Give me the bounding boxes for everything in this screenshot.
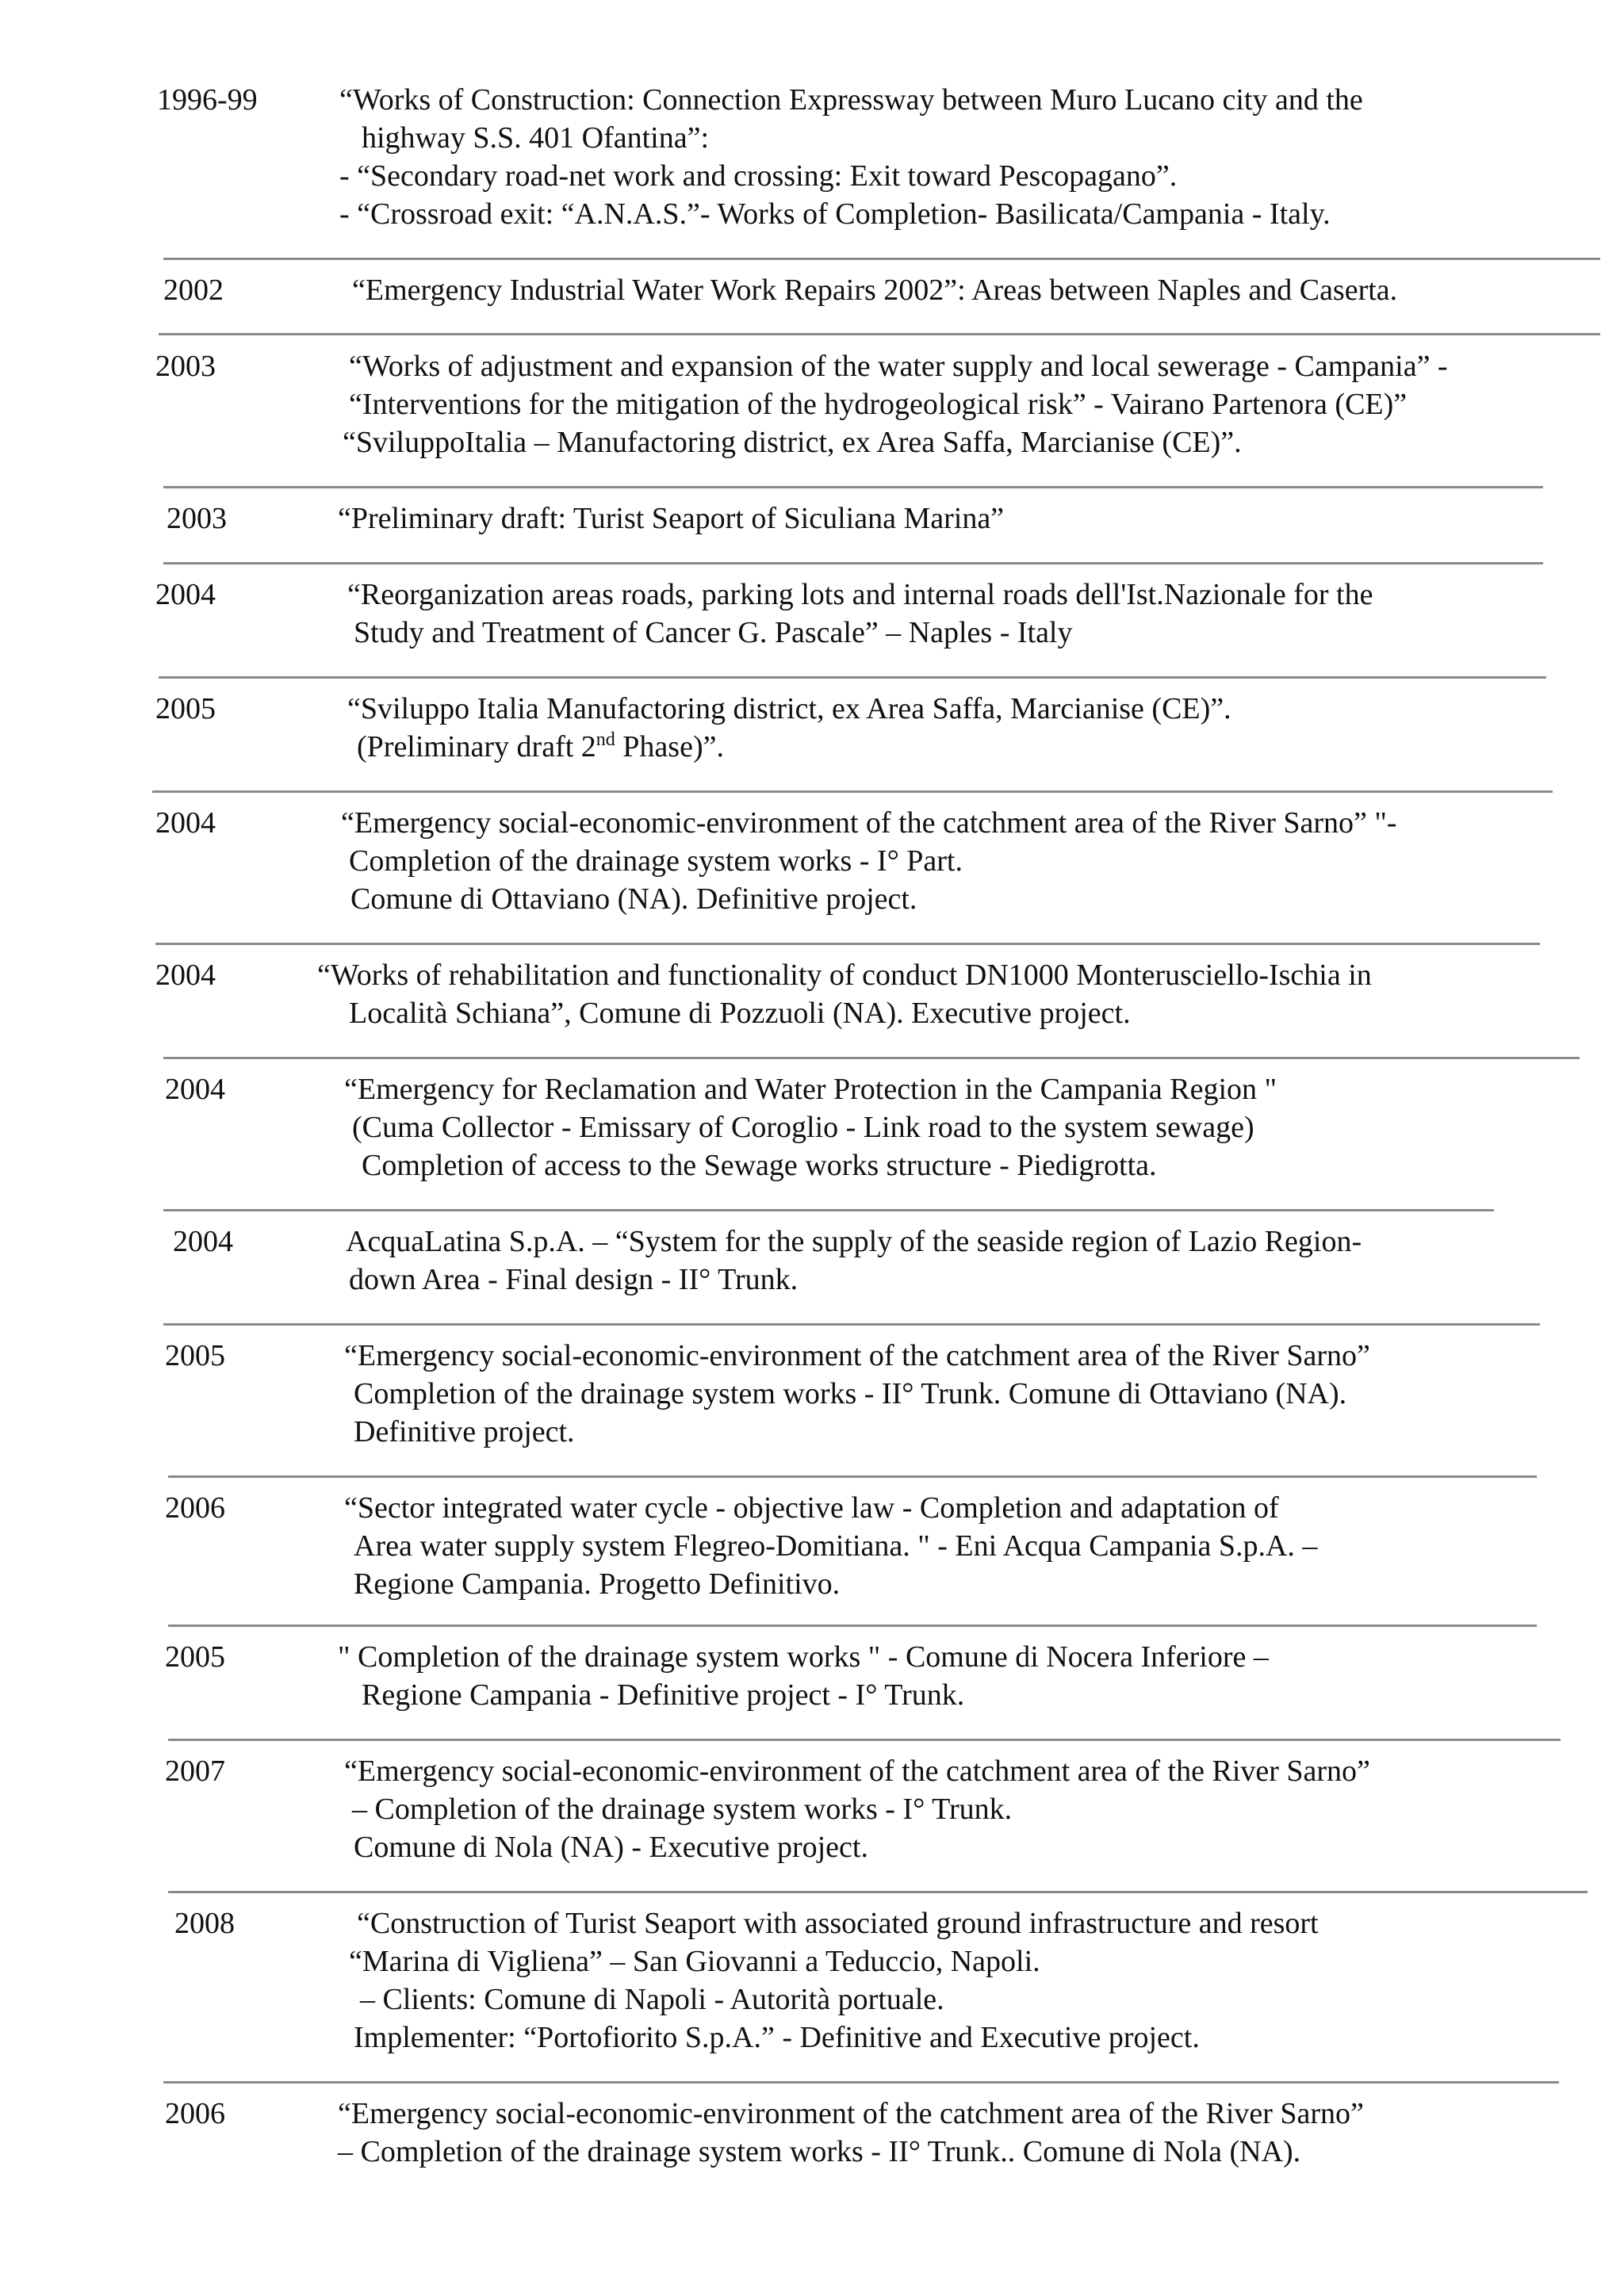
ordinal-superscript: nd [596,729,615,750]
project-year: 2004 [165,1073,225,1106]
project-year: 2006 [165,2097,225,2130]
project-line: Comune di Ottaviano (NA). Definitive project. [350,882,917,916]
project-line: - “Secondary road-net work and crossing: Exit toward Pescopagano”. [339,159,1178,193]
project-line-text: (Preliminary draft 2 [357,730,596,763]
project-line: Definitive project. [354,1415,575,1448]
divider [163,486,1543,488]
project-line: “Reorganization areas roads, parking lots and internal roads dell'Ist.Nazionale for the [347,578,1373,611]
project-line: “Construction of Turist Seaport with associated ground infrastructure and resort [357,1907,1319,1940]
project-line: Località Schiana”, Comune di Pozzuoli (NA). Executive project. [349,997,1131,1030]
project-line: – Completion of the drainage system works - II° Trunk.. Comune di Nola (NA). [338,2135,1301,2168]
divider [163,1209,1494,1211]
project-line-text: Phase)”. [615,730,724,763]
project-year: 2002 [163,274,224,307]
divider [168,1624,1537,1627]
project-line: Implementer: “Portofiorito S.p.A.” - Definitive and Executive project. [354,2021,1200,2054]
divider [163,1323,1540,1326]
project-line: “Sviluppo Italia Manufactoring district, ex Area Saffa, Marcianise (CE)”. [347,692,1231,725]
project-line: - “Crossroad exit: “A.N.A.S.”- Works of Completion- Basilicata/Campania - Italy. [339,197,1331,231]
divider [159,676,1546,679]
divider [163,258,1600,260]
divider [163,562,1543,564]
project-line: “Marina di Vigliena” – San Giovanni a Teduccio, Napoli. [349,1945,1040,1978]
project-line: “Emergency for Reclamation and Water Protection in the Campania Region " [344,1073,1277,1106]
project-line: Regione Campania - Definitive project - I° Trunk. [362,1678,965,1712]
divider [168,1739,1561,1741]
project-line: Completion of the drainage system works - I° Part. [349,844,963,878]
project-line: – Completion of the drainage system works - I° Trunk. [352,1793,1013,1826]
divider [168,1475,1537,1478]
project-line: “Emergency social-economic-environment of the catchment area of the River Sarno” [344,1339,1370,1372]
project-line: " Completion of the drainage system works " - Comune di Nocera Inferiore – [338,1640,1269,1674]
divider [155,943,1540,945]
project-year: 2004 [173,1225,233,1258]
project-line: “Works of rehabilitation and functionality of conduct DN1000 Monterusciello-Ischia in [317,959,1372,992]
project-line: highway S.S. 401 Ofantina”: [362,121,710,155]
project-line: – Clients: Comune di Napoli - Autorità portuale. [360,1983,944,2016]
project-year: 2008 [174,1907,235,1940]
project-line: Study and Treatment of Cancer G. Pascale” – Naples - Italy [354,616,1073,649]
project-line: “Works of adjustment and expansion of the water supply and local sewerage - Campania” - [349,350,1448,383]
project-year: 2005 [165,1640,225,1674]
project-line: “Emergency social-economic-environment of the catchment area of the River Sarno” "- [341,806,1397,840]
project-line: Completion of the drainage system works - II° Trunk. Comune di Ottaviano (NA). [354,1377,1347,1410]
divider [163,1057,1580,1059]
project-line: down Area - Final design - II° Trunk. [349,1263,799,1296]
project-year: 2007 [165,1755,225,1788]
project-line: “Emergency social-economic-environment of the catchment area of the River Sarno” [344,1755,1370,1788]
project-line: (Cuma Collector - Emissary of Coroglio - Link road to the system sewage) [352,1111,1254,1144]
project-line: “Interventions for the mitigation of the hydrogeological risk” - Vairano Partenora (CE)” [349,388,1408,421]
project-year: 1996-99 [157,83,258,117]
project-line: AcquaLatina S.p.A. – “System for the supply of the seaside region of Lazio Region- [346,1225,1362,1258]
project-year: 2004 [155,806,216,840]
project-year: 2005 [155,692,216,725]
project-year: 2004 [155,578,216,611]
project-line: “Emergency social-economic-environment of the catchment area of the River Sarno” [338,2097,1364,2130]
project-year: 2004 [155,959,216,992]
project-line: “Sector integrated water cycle - objective law - Completion and adaptation of [344,1491,1279,1525]
project-year: 2006 [165,1491,225,1525]
project-line: Area water supply system Flegreo-Domitiana. " - Eni Acqua Campania S.p.A. – [354,1529,1318,1563]
project-year: 2005 [165,1339,225,1372]
project-line: Comune di Nola (NA) - Executive project. [354,1831,868,1864]
project-year: 2003 [155,350,216,383]
project-line: “SviluppoItalia – Manufactoring district, ex Area Saffa, Marcianise (CE)”. [343,426,1242,459]
divider [163,2081,1559,2084]
project-line: “Works of Construction: Connection Expressway between Muro Lucano city and the [339,83,1363,117]
project-line-with-superscript [357,728,724,766]
project-line: “Emergency Industrial Water Work Repairs 2002”: Areas between Naples and Caserta. [352,274,1398,307]
project-line: “Preliminary draft: Turist Seaport of Siculiana Marina” [338,502,1005,535]
project-year: 2003 [167,502,227,535]
divider [152,790,1553,793]
divider [159,333,1600,335]
divider [168,1891,1588,1893]
project-line: Completion of access to the Sewage works structure - Piedigrotta. [362,1149,1157,1182]
project-line: Regione Campania. Progetto Definitivo. [354,1567,841,1601]
